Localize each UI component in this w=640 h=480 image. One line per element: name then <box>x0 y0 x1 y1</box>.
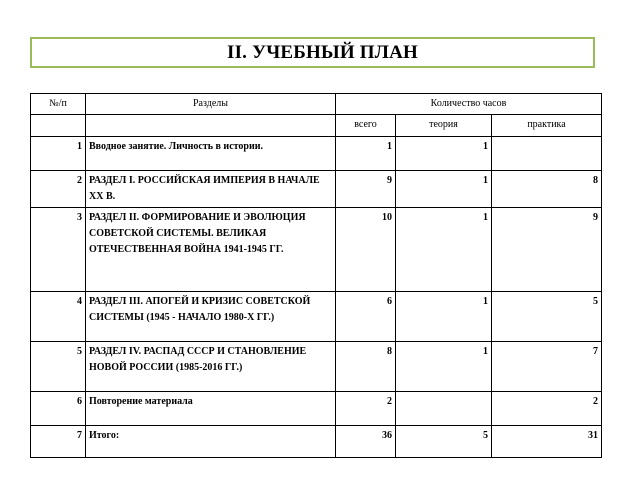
table-row <box>31 392 602 426</box>
table-row <box>31 292 602 342</box>
subheader-empty-num <box>31 115 86 137</box>
row-total: 1 <box>336 137 396 171</box>
row-total: 2 <box>336 392 396 426</box>
row-theory: 1 <box>396 208 492 292</box>
row-practice: 2 <box>492 392 602 426</box>
row-theory: 1 <box>396 171 492 208</box>
row-number: 7 <box>31 426 86 458</box>
subheader-empty-sections <box>86 115 336 137</box>
title-box <box>30 37 595 68</box>
row-section: Повторение материала <box>86 392 336 426</box>
row-total: 6 <box>336 292 396 342</box>
header-sections: Разделы <box>86 94 336 115</box>
header-theory: теория <box>396 115 492 137</box>
row-number: 2 <box>31 171 86 208</box>
row-total: 10 <box>336 208 396 292</box>
table-row <box>31 171 602 208</box>
header-hours: Количество часов <box>336 94 602 115</box>
row-practice: 9 <box>492 208 602 292</box>
header-num: №/п <box>31 94 86 115</box>
row-practice: 7 <box>492 342 602 392</box>
curriculum-table <box>30 93 602 458</box>
table-row <box>31 137 602 171</box>
row-practice <box>492 137 602 171</box>
row-theory: 1 <box>396 342 492 392</box>
row-section: РАЗДЕЛ III. АПОГЕЙ И КРИЗИС СОВЕТСКОЙ СИСТЕМЫ (1945 - НАЧАЛО 1980-Х ГГ.) <box>86 292 336 342</box>
row-number: 5 <box>31 342 86 392</box>
row-section: РАЗДЕЛ I. РОССИЙСКАЯ ИМПЕРИЯ В НАЧАЛЕ XX В. <box>86 171 336 208</box>
row-section: Вводное занятие. Личность в истории. <box>86 137 336 171</box>
table-row <box>31 342 602 392</box>
row-theory: 1 <box>396 292 492 342</box>
page-title: II. УЧЕБНЫЙ ПЛАН <box>226 41 418 63</box>
row-section: РАЗДЕЛ II. ФОРМИРОВАНИЕ И ЭВОЛЮЦИЯ СОВЕТСКОЙ СИСТЕМЫ. ВЕЛИКАЯ ОТЕЧЕСТВЕННАЯ ВОЙНА 1941-1945 ГГ. <box>86 208 336 292</box>
row-number: 1 <box>31 137 86 171</box>
header-practice: практика <box>492 115 602 137</box>
row-number: 6 <box>31 392 86 426</box>
row-theory <box>396 392 492 426</box>
row-practice: 8 <box>492 171 602 208</box>
row-total: 8 <box>336 342 396 392</box>
row-practice: 31 <box>492 426 602 458</box>
row-theory: 1 <box>396 137 492 171</box>
row-number: 3 <box>31 208 86 292</box>
header-total: всего <box>336 115 396 137</box>
row-number: 4 <box>31 292 86 342</box>
row-section: РАЗДЕЛ IV. РАСПАД СССР И СТАНОВЛЕНИЕ НОВОЙ РОССИИ (1985-2016 ГГ.) <box>86 342 336 392</box>
row-total: 36 <box>336 426 396 458</box>
table-row <box>31 208 602 292</box>
table-row <box>31 426 602 458</box>
row-total: 9 <box>336 171 396 208</box>
subheader-row <box>31 115 602 137</box>
row-theory: 5 <box>396 426 492 458</box>
header-row <box>31 94 602 115</box>
row-practice: 5 <box>492 292 602 342</box>
row-section: Итого: <box>86 426 336 458</box>
